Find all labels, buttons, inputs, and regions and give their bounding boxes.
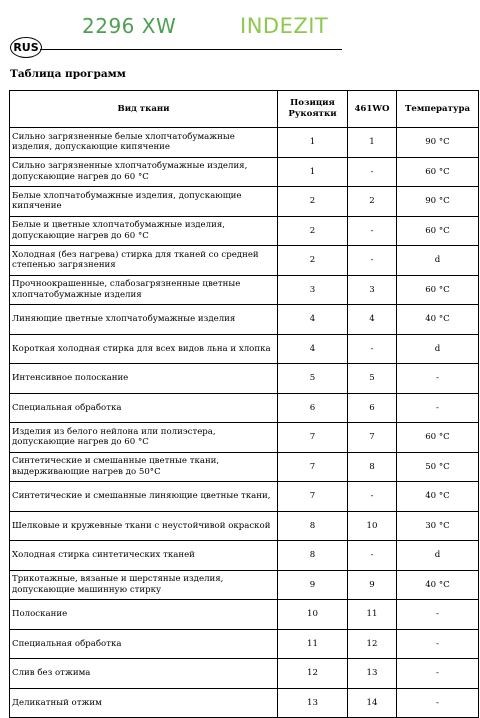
table-row	[10, 629, 479, 659]
fabric-cell: Трикотажные, вязаные и шерстяные изделия, допускающие машинную стирку	[10, 570, 278, 600]
table-row	[10, 482, 479, 512]
temperature-cell: 40 °C	[397, 305, 479, 335]
fabric-cell: Холодная стирка синтетических тканей	[10, 541, 278, 571]
position-cell: 2	[278, 216, 348, 246]
model-cell: -	[348, 334, 397, 364]
fabric-cell: Слив без отжима	[10, 659, 278, 689]
fabric-cell: Холодная (без нагрева) стирка для тканей со средней степенью загрязнения	[10, 246, 278, 276]
language-badge: RUS	[10, 37, 42, 58]
fabric-cell: Короткая холодная стирка для всех видов льна и хлопка	[10, 334, 278, 364]
model-cell: 9	[348, 570, 397, 600]
table-row	[10, 334, 479, 364]
table-row	[10, 157, 479, 187]
position-cell: 1	[278, 128, 348, 158]
position-cell: 4	[278, 305, 348, 335]
position-cell: 11	[278, 629, 348, 659]
position-cell: 12	[278, 659, 348, 689]
table-row	[10, 216, 479, 246]
fabric-cell: Синтетические и смешанные цветные ткани, выдерживающие нагрев до 50°C	[10, 452, 278, 482]
temperature-cell: 30 °C	[397, 511, 479, 541]
temperature-cell: d	[397, 246, 479, 276]
fabric-cell: Прочноокрашенные, слабозагрязненные цветные хлопчатобумажные изделия	[10, 275, 278, 305]
temperature-cell: 60 °C	[397, 216, 479, 246]
model-number: 2296 XW	[82, 14, 177, 38]
table-row	[10, 275, 479, 305]
table-row	[10, 570, 479, 600]
fabric-cell: Интенсивное полоскание	[10, 364, 278, 394]
table-row	[10, 688, 479, 718]
temperature-cell: -	[397, 364, 479, 394]
position-cell: 6	[278, 393, 348, 423]
temperature-cell: 40 °C	[397, 570, 479, 600]
temperature-cell: d	[397, 334, 479, 364]
position-cell: 2	[278, 246, 348, 276]
position-cell: 7	[278, 452, 348, 482]
position-cell: 1	[278, 157, 348, 187]
section-title: Таблица программ	[10, 68, 126, 80]
model-cell: 12	[348, 629, 397, 659]
model-cell: 11	[348, 600, 397, 630]
fabric-cell: Полоскание	[10, 600, 278, 630]
model-cell: -	[348, 157, 397, 187]
col-header-fabric: Вид ткани	[10, 91, 278, 128]
position-cell: 7	[278, 482, 348, 512]
position-cell: 13	[278, 688, 348, 718]
temperature-cell: -	[397, 659, 479, 689]
col-header-position: Позиция Рукоятки	[278, 91, 348, 128]
table-row	[10, 511, 479, 541]
temperature-cell: 60 °C	[397, 275, 479, 305]
temperature-cell: 50 °C	[397, 452, 479, 482]
model-cell: -	[348, 216, 397, 246]
position-cell: 9	[278, 570, 348, 600]
table-row	[10, 659, 479, 689]
position-cell: 7	[278, 423, 348, 453]
model-cell: 5	[348, 364, 397, 394]
model-cell: 13	[348, 659, 397, 689]
temperature-cell: -	[397, 393, 479, 423]
fabric-cell: Белые хлопчатобумажные изделия, допускающие кипячение	[10, 187, 278, 217]
brand-name: INDEZIT	[240, 14, 329, 38]
model-cell: 7	[348, 423, 397, 453]
col-header-model: 461WO	[348, 91, 397, 128]
table-row	[10, 364, 479, 394]
temperature-cell: 90 °C	[397, 128, 479, 158]
model-cell: 1	[348, 128, 397, 158]
model-cell: 8	[348, 452, 397, 482]
fabric-cell: Деликатный отжим	[10, 688, 278, 718]
position-cell: 5	[278, 364, 348, 394]
fabric-cell: Изделия из белого нейлона или полиэстера, допускающие нагрев до 60 °C	[10, 423, 278, 453]
model-cell: -	[348, 541, 397, 571]
table-row	[10, 423, 479, 453]
table-header-row	[10, 91, 479, 128]
position-cell: 2	[278, 187, 348, 217]
table-row	[10, 187, 479, 217]
temperature-cell: 60 °C	[397, 423, 479, 453]
position-cell: 10	[278, 600, 348, 630]
model-cell: 10	[348, 511, 397, 541]
temperature-cell: -	[397, 688, 479, 718]
position-cell: 3	[278, 275, 348, 305]
temperature-cell: 60 °C	[397, 157, 479, 187]
model-cell: -	[348, 246, 397, 276]
fabric-cell: Шелковые и кружевные ткани с неустойчивой окраской	[10, 511, 278, 541]
table-row	[10, 541, 479, 571]
temperature-cell: -	[397, 600, 479, 630]
position-cell: 8	[278, 541, 348, 571]
model-cell: 2	[348, 187, 397, 217]
col-header-temperature: Температура	[397, 91, 479, 128]
temperature-cell: 40 °C	[397, 482, 479, 512]
programs-table	[9, 90, 479, 718]
fabric-cell: Белые и цветные хлопчатобумажные изделия, допускающие нагрев до 60 °C	[10, 216, 278, 246]
position-cell: 4	[278, 334, 348, 364]
table-row	[10, 128, 479, 158]
temperature-cell: 90 °C	[397, 187, 479, 217]
table-row	[10, 452, 479, 482]
header-divider	[40, 49, 342, 50]
table-row	[10, 600, 479, 630]
table-row	[10, 305, 479, 335]
fabric-cell: Линяющие цветные хлопчатобумажные изделия	[10, 305, 278, 335]
fabric-cell: Специальная обработка	[10, 629, 278, 659]
position-cell: 8	[278, 511, 348, 541]
model-cell: 6	[348, 393, 397, 423]
model-cell: 14	[348, 688, 397, 718]
table-row	[10, 393, 479, 423]
model-cell: -	[348, 482, 397, 512]
fabric-cell: Синтетические и смешанные линяющие цветные ткани,	[10, 482, 278, 512]
page-header	[0, 0, 480, 64]
fabric-cell: Специальная обработка	[10, 393, 278, 423]
model-cell: 4	[348, 305, 397, 335]
model-cell: 3	[348, 275, 397, 305]
temperature-cell: d	[397, 541, 479, 571]
fabric-cell: Сильно загрязненные хлопчатобумажные изделия, допускающие нагрев до 60 °C	[10, 157, 278, 187]
temperature-cell: -	[397, 629, 479, 659]
table-row	[10, 246, 479, 276]
fabric-cell: Сильно загрязненные белые хлопчатобумажные изделия, допускающие кипячение	[10, 128, 278, 158]
